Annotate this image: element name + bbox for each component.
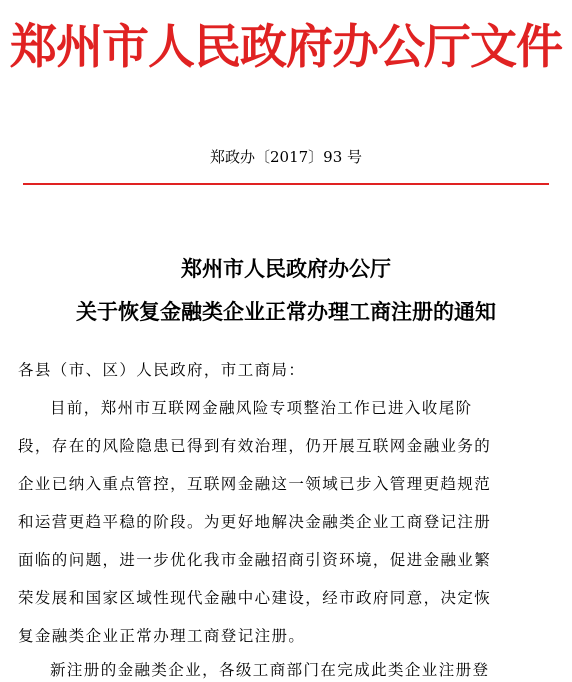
document-number: 郑政办〔2017〕93 号: [209, 148, 363, 166]
paragraph-1-line: 和运营更趋平稳的阶段。为更好地解决金融类企业工商登记注册: [18, 513, 492, 531]
salutation: 各县（市、区）人民政府，市工商局：: [18, 361, 306, 379]
paragraph-1-line: 荣发展和国家区域性现代金融中心建设，经市政府同意，决定恢: [18, 589, 492, 607]
paragraph-1-line: 目前，郑州市互联网金融风险专项整治工作已进入收尾阶: [50, 399, 473, 417]
paragraph-1-line: 段，存在的风险隐患已得到有效治理，仍开展互联网金融业务的: [18, 437, 492, 455]
paragraph-2-line: 新注册的金融类企业，各级工商部门在完成此类企业注册登: [50, 661, 490, 679]
notice-title-line-1: 郑州市人民政府办公厅: [181, 256, 391, 281]
notice-title-line-2: 关于恢复金融类企业正常办理工商注册的通知: [76, 299, 496, 324]
paragraph-1-line: 复金融类企业正常办理工商登记注册。: [18, 627, 306, 645]
paragraph-1-line: 企业已纳入重点管控，互联网金融这一领域已步入管理更趋规范: [18, 475, 492, 493]
paragraph-1-line: 面临的问题，进一步优化我市金融招商引资环境，促进金融业繁: [18, 551, 492, 569]
document-masthead: 郑州市人民政府办公厅文件: [10, 20, 562, 75]
red-divider-rule: [23, 183, 549, 185]
